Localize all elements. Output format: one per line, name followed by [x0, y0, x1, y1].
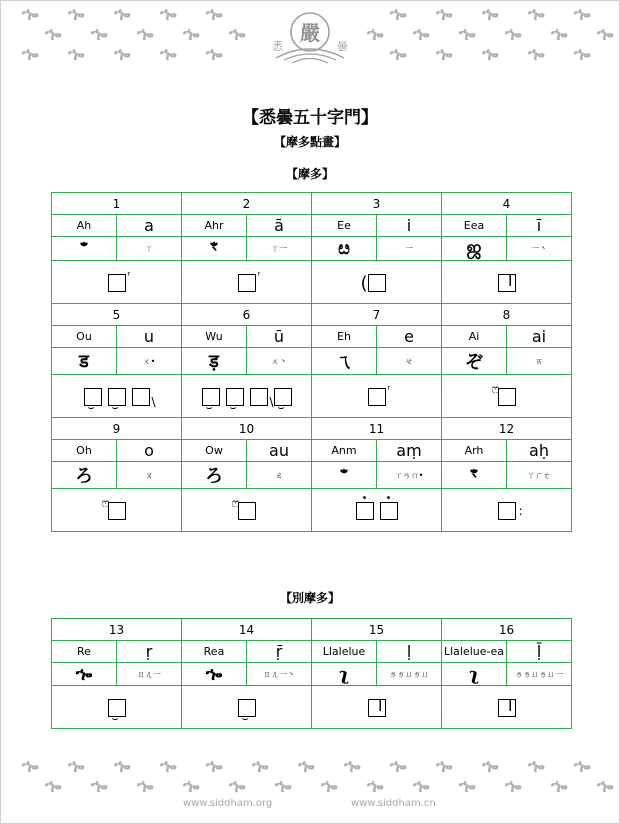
stroke-box-icon: ෆ — [498, 388, 516, 406]
stroke-diagram — [442, 686, 572, 729]
page-title: 【悉曇五十字門】 — [242, 108, 378, 128]
decor-glyph-icon: ኈ — [436, 4, 453, 25]
glyph-cell — [52, 237, 117, 261]
logo — [266, 10, 354, 68]
decor-glyph-icon: ኈ — [45, 776, 62, 797]
romanization: Llalelue-ea — [442, 641, 507, 663]
logo-left-char: 悉 — [272, 40, 283, 53]
decor-glyph-icon: ኈ — [551, 776, 568, 797]
decor-glyph-icon: ኈ — [229, 24, 246, 45]
decor-glyph-icon: ኈ — [390, 4, 407, 25]
decor-glyph-icon: ኈ — [390, 756, 407, 777]
glyph-cell — [442, 462, 507, 489]
decor-glyph-icon: ኈ — [137, 776, 154, 797]
bopomofo-reading: ㄌㄌㄩㄌㄩ一 — [507, 663, 572, 686]
stroke-box-icon: l — [368, 699, 386, 717]
stroke-box-icon: ʳ — [238, 274, 256, 292]
siddham-glyph: ஜ — [466, 237, 482, 258]
glyph-cell — [312, 348, 377, 375]
stroke-diagram — [182, 375, 312, 418]
decor-glyph-icon: ኈ — [206, 756, 223, 777]
stroke-box-icon: ⌣ — [84, 388, 102, 406]
bopomofo-reading: 一 — [377, 237, 442, 261]
letter-number: 4 — [442, 193, 572, 215]
stroke-diagram — [52, 375, 182, 418]
decor-glyph-icon: ኈ — [22, 756, 39, 777]
siddham-glyph: ೞ — [338, 238, 350, 259]
decor-glyph-icon: ኈ — [413, 24, 430, 45]
stroke-diagram — [182, 261, 312, 304]
stroke-box-icon: ⌣ — [108, 699, 126, 717]
decor-glyph-icon: ኈ — [505, 24, 522, 45]
romanization: Wu — [182, 326, 247, 348]
iast-transliteration: i — [377, 215, 442, 237]
iast-transliteration: a — [117, 215, 182, 237]
decor-glyph-icon: ኈ — [91, 24, 108, 45]
stroke-box-icon: ʳ — [108, 274, 126, 292]
letter-number: 11 — [312, 418, 442, 440]
iast-transliteration: ḷ — [377, 641, 442, 663]
decor-glyph-icon: ኈ — [597, 776, 614, 797]
letter-number: 15 — [312, 619, 442, 641]
romanization: Llalelue — [312, 641, 377, 663]
stroke-diagram — [442, 375, 572, 418]
footer-decoration — [0, 758, 620, 798]
letter-number: 12 — [442, 418, 572, 440]
stroke-diagram — [52, 261, 182, 304]
siddham-glyph: ꣳ — [210, 238, 218, 259]
letter-number: 6 — [182, 304, 312, 326]
decor-glyph-icon: ኈ — [160, 4, 177, 25]
section-title-mata: 【摩多】 — [285, 167, 334, 181]
stroke-box-icon: • — [356, 502, 374, 520]
decor-glyph-icon: ኈ — [22, 4, 39, 25]
bopomofo-reading: ㄖㄦ一 — [117, 663, 182, 686]
stroke-box-icon: \ — [250, 388, 268, 406]
letter-number: 1 — [52, 193, 182, 215]
stroke-box-icon: ෆ — [108, 502, 126, 520]
iast-transliteration: au — [247, 440, 312, 462]
decor-glyph-icon: ኈ — [206, 44, 223, 65]
letter-number: 5 — [52, 304, 182, 326]
decor-glyph-icon: ኈ — [528, 44, 545, 65]
decor-glyph-icon: ኈ — [597, 24, 614, 45]
bopomofo-reading: ㄠ — [247, 462, 312, 489]
letter-number: 9 — [52, 418, 182, 440]
stroke-box-icon: ⌣ — [226, 388, 244, 406]
bopomofo-reading: ㄌㄌㄩㄌㄩ — [377, 663, 442, 686]
letter-number: 16 — [442, 619, 572, 641]
iast-transliteration: aḥ — [507, 440, 572, 462]
bopomofo-reading: ㄨ丶 — [247, 348, 312, 375]
stroke-diagram — [312, 375, 442, 418]
letter-number: 3 — [312, 193, 442, 215]
decor-glyph-icon: ኈ — [574, 756, 591, 777]
iast-transliteration: aṃ — [377, 440, 442, 462]
stroke-box-icon: ⌣ — [238, 699, 256, 717]
romanization: Re — [52, 641, 117, 663]
stroke-diagram — [52, 686, 182, 729]
siddham-glyph: ʅ — [339, 663, 349, 685]
decor-glyph-icon: ኈ — [275, 776, 292, 797]
letter-number: 13 — [52, 619, 182, 641]
letter-number: 2 — [182, 193, 312, 215]
siddham-glyph: ड़ — [209, 351, 219, 372]
siddham-glyph: ꣳ — [470, 464, 478, 486]
iast-transliteration: ḹ — [507, 641, 572, 663]
stroke-diagram — [182, 489, 312, 532]
decor-glyph-icon: ኈ — [367, 24, 384, 45]
decor-glyph-icon: ኈ — [45, 24, 62, 45]
stroke-diagram — [312, 261, 442, 304]
glyph-cell — [182, 237, 247, 261]
stroke-box-icon: l — [498, 274, 516, 292]
letter-number: 8 — [442, 304, 572, 326]
logo-right-char: 曇 — [337, 40, 348, 53]
decor-glyph-icon: ኈ — [459, 24, 476, 45]
decor-glyph-icon: ኈ — [482, 44, 499, 65]
romanization: Ai — [442, 326, 507, 348]
stroke-box-icon: ⌣ — [274, 388, 292, 406]
glyph-cell — [182, 462, 247, 489]
stroke-diagram — [52, 489, 182, 532]
bopomofo-reading: ㄚㄢㄇ• — [377, 462, 442, 489]
decor-glyph-icon: ኈ — [390, 44, 407, 65]
decor-glyph-icon: ኈ — [505, 776, 522, 797]
decor-glyph-icon: ኈ — [183, 776, 200, 797]
romanization: Ow — [182, 440, 247, 462]
section-title-extra-mata: 【別摩多】 — [279, 591, 340, 605]
iast-transliteration: ū — [247, 326, 312, 348]
decor-glyph-icon: ኈ — [252, 756, 269, 777]
glyph-cell — [312, 462, 377, 489]
decor-glyph-icon: ኈ — [574, 44, 591, 65]
bopomofo-reading: 一丶 — [507, 237, 572, 261]
romanization: Ahr — [182, 215, 247, 237]
romanization: Ah — [52, 215, 117, 237]
stroke-box-icon: ⌣ — [202, 388, 220, 406]
decor-glyph-icon: ኈ — [114, 756, 131, 777]
stroke-diagram — [442, 489, 572, 532]
decor-glyph-icon: ኈ — [528, 756, 545, 777]
siddham-glyph: ꣲ — [340, 464, 348, 486]
siddham-glyph: ろ — [75, 466, 93, 487]
bopomofo-reading: ㄝ — [377, 348, 442, 375]
decor-glyph-icon: ኈ — [574, 4, 591, 25]
siddham-glyph: ʅ — [469, 663, 479, 685]
siddham-glyph: ꣲ — [80, 238, 88, 259]
decor-glyph-icon: ኈ — [459, 776, 476, 797]
romanization: Eea — [442, 215, 507, 237]
siddham-glyph: ኈ — [75, 663, 93, 685]
glyph-cell — [52, 348, 117, 375]
footer-link-org[interactable]: www.siddham.org — [183, 798, 273, 809]
decor-glyph-icon: ኈ — [68, 44, 85, 65]
letter-number: 10 — [182, 418, 312, 440]
glyph-cell — [182, 348, 247, 375]
decor-glyph-icon: ኈ — [114, 4, 131, 25]
decor-glyph-icon: ኈ — [528, 4, 545, 25]
stroke-diagram — [442, 261, 572, 304]
glyph-cell — [312, 237, 377, 261]
glyph-cell — [52, 462, 117, 489]
decor-glyph-icon: ኈ — [68, 756, 85, 777]
decor-glyph-icon: ኈ — [68, 4, 85, 25]
iast-transliteration: o — [117, 440, 182, 462]
romanization: Eh — [312, 326, 377, 348]
stroke-diagram — [182, 686, 312, 729]
extra-mata-table — [51, 618, 572, 729]
iast-transliteration: ā — [247, 215, 312, 237]
bopomofo-reading: ㄚ一 — [247, 237, 312, 261]
bopomofo-reading: ㄨ• — [117, 348, 182, 375]
iast-transliteration: u — [117, 326, 182, 348]
bopomofo-reading: ㄚㄏㄜ — [507, 462, 572, 489]
romanization: Rea — [182, 641, 247, 663]
decor-glyph-icon: ኈ — [298, 756, 315, 777]
decor-glyph-icon: ኈ — [482, 756, 499, 777]
decor-glyph-icon: ኈ — [413, 776, 430, 797]
bopomofo-reading: ㄞ — [507, 348, 572, 375]
decor-glyph-icon: ኈ — [22, 44, 39, 65]
bopomofo-reading: ㄡ — [117, 462, 182, 489]
romanization: Ou — [52, 326, 117, 348]
glyph-cell — [442, 348, 507, 375]
decor-glyph-icon: ኈ — [206, 4, 223, 25]
glyph-cell — [442, 663, 507, 686]
decor-glyph-icon: ኈ — [229, 776, 246, 797]
svg-text:嚴: 嚴 — [300, 21, 320, 45]
letter-number: 14 — [182, 619, 312, 641]
iast-transliteration: ai — [507, 326, 572, 348]
stroke-box-icon: ʳ — [368, 388, 386, 406]
decor-glyph-icon: ኈ — [160, 44, 177, 65]
siddham-glyph: ኈ — [205, 663, 223, 685]
siddham-glyph: ㄟ — [335, 352, 353, 373]
decor-glyph-icon: ኈ — [436, 44, 453, 65]
stroke-diagram — [312, 489, 442, 532]
glyph-cell — [442, 237, 507, 261]
decor-glyph-icon: ኈ — [183, 24, 200, 45]
letter-number: 7 — [312, 304, 442, 326]
decor-glyph-icon: ኈ — [482, 4, 499, 25]
stroke-box-icon: • — [380, 502, 398, 520]
romanization: Anm — [312, 440, 377, 462]
romanization: Arh — [442, 440, 507, 462]
decor-glyph-icon: ኈ — [344, 756, 361, 777]
romanization: Oh — [52, 440, 117, 462]
iast-transliteration: ī — [507, 215, 572, 237]
decor-glyph-icon: ኈ — [91, 776, 108, 797]
stroke-box-icon: l — [498, 699, 516, 717]
bopomofo-reading: ㄚ — [117, 237, 182, 261]
siddham-glyph: ぞ — [465, 352, 483, 373]
stroke-box-icon: ( — [368, 274, 386, 292]
glyph-cell — [182, 663, 247, 686]
bopomofo-reading: ㄖㄦ一丶 — [247, 663, 312, 686]
glyph-cell — [312, 663, 377, 686]
glyph-cell — [52, 663, 117, 686]
page-subtitle: 【摩多點畫】 — [273, 135, 346, 149]
decor-glyph-icon: ኈ — [551, 24, 568, 45]
iast-transliteration: e — [377, 326, 442, 348]
decor-glyph-icon: ኈ — [436, 756, 453, 777]
decor-glyph-icon: ኈ — [160, 756, 177, 777]
iast-transliteration: ṝ — [247, 641, 312, 663]
stroke-diagram — [312, 686, 442, 729]
decor-glyph-icon: ኈ — [321, 776, 338, 797]
siddham-glyph: ろ — [205, 466, 223, 487]
decor-glyph-icon: ኈ — [114, 44, 131, 65]
stroke-box-icon: : — [498, 502, 516, 520]
stroke-box-icon: \ — [132, 388, 150, 406]
iast-transliteration: ṛ — [117, 641, 182, 663]
decor-glyph-icon: ኈ — [137, 24, 154, 45]
romanization: Ee — [312, 215, 377, 237]
stroke-box-icon: ⌣ — [108, 388, 126, 406]
mata-table — [51, 192, 572, 532]
footer-link-cn[interactable]: www.siddham.cn — [351, 798, 436, 809]
siddham-glyph: ड — [79, 351, 89, 372]
stroke-box-icon: ෆ — [238, 502, 256, 520]
decor-glyph-icon: ኈ — [367, 776, 384, 797]
